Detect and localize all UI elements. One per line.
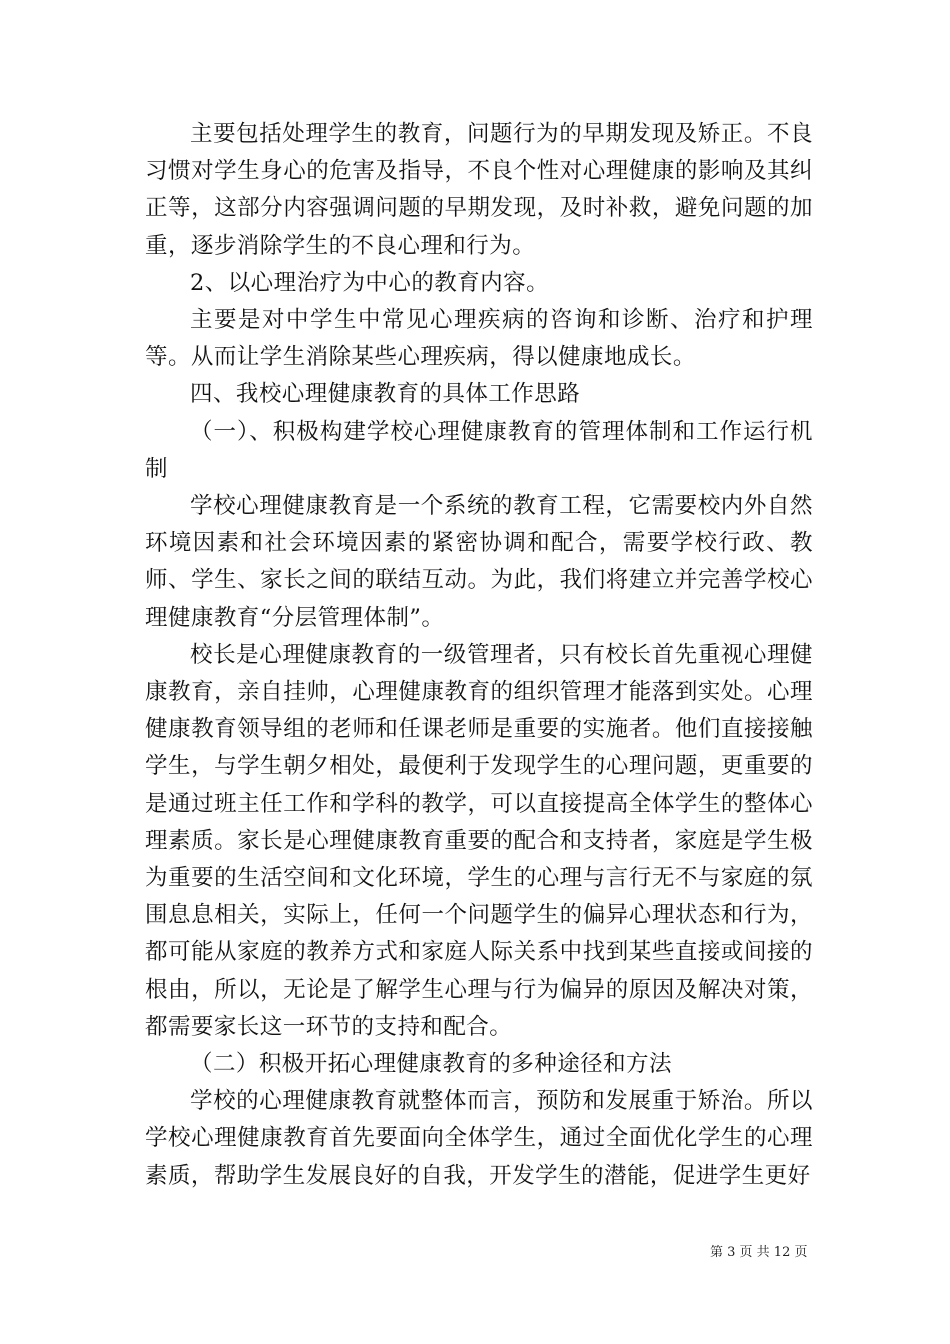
document-body [145,116,813,1195]
paragraph-1: 主要包括处理学生的教育，问题行为的早期发现及矫正。不良习惯对学生身心的危害及指导，不良个性对心理健康的影响及其纠正等，这部分内容强调问题的早期发现，及时补救，避免问题的加重，逐步消除学生的不良心理和行为。 [145,121,813,259]
page-number: 第 3 页 共 12 页 [710,1245,808,1260]
paragraph-2-heading: 2、以心理治疗为中心的教育内容。 [190,269,550,296]
paragraph-9: 学校的心理健康教育就整体而言，预防和发展重于矫治。所以学校心理健康教育首先要面向全体学生，通过全面优化学生的心理素质，帮助学生发展良好的自我，开发学生的潜能，促进学生更好 [145,1088,813,1189]
paragraph-7: 校长是心理健康教育的一级管理者，只有校长首先重视心理健康教育，亲自挂帅，心理健康教育的组织管理才能落到实处。心理健康教育领导组的老师和任课老师是重要的实施者。他们直接接触学生，与学生朝夕相处，最便利于发现学生的心理问题，更重要的是通过班主任工作和学科的教学，可以直接提高全体学生的整体心理素质。家长是心理健康教育重要的配合和支持者，家庭是学生极为重要的生活空间和文化环境，学生的心理与言行无不与家庭的氛围息息相关，实际上，任何一个问题学生的偏异心理状态和行为，都可能从家庭的教养方式和家庭人际关系中找到某些直接或间接的根由，所以，无论是了解学生心理与行为偏异的原因及解决对策，都需要家长这一环节的支持和配合。 [145,641,813,1040]
paragraph-3: 主要是对中学生中常见心理疾病的咨询和诊断、治疗和护理等。从而让学生消除某些心理疾病，得以健康地成长。 [145,307,813,371]
subsection-heading-1: （一）、积极构建学校心理健康教育的管理体制和工作运行机制 [145,418,813,482]
section-heading-4: 四、我校心理健康教育的具体工作思路 [190,381,581,408]
subsection-heading-2: （二）积极开拓心理健康教育的多种途径和方法 [190,1051,672,1078]
paragraph-6: 学校心理健康教育是一个系统的教育工程，它需要校内外自然环境因素和社会环境因素的紧密协调和配合，需要学校行政、教师、学生、家长之间的联结互动。为此，我们将建立并完善学校心理健康教育“分层管理体制”。 [145,493,813,631]
